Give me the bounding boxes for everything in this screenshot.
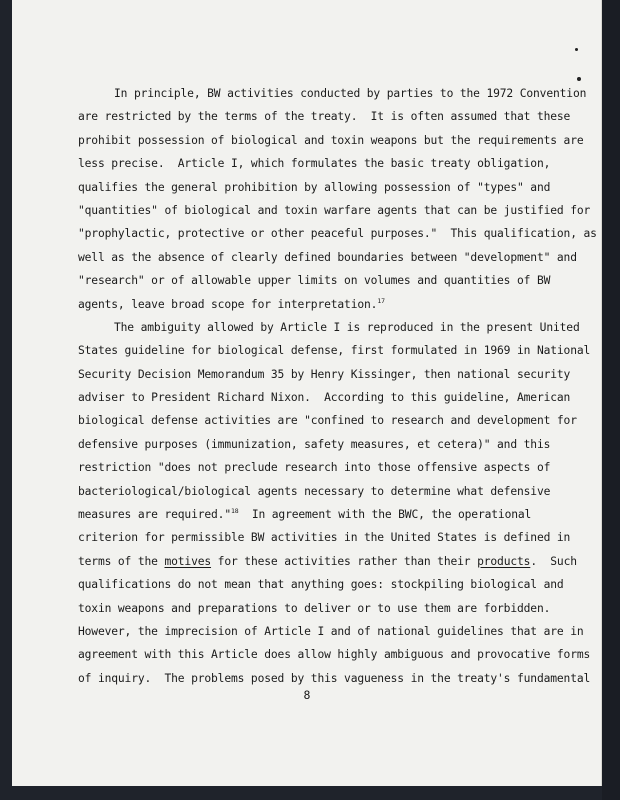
scan-edge bbox=[602, 0, 620, 800]
text-line: well as the absence of clearly defined boundaries between "development" and bbox=[78, 250, 577, 264]
text-line: However, the imprecision of Article I and of national guidelines that are in bbox=[78, 624, 584, 638]
text-line: criterion for permissible BW activities in the United States is defined in bbox=[78, 531, 571, 545]
text-line: adviser to President Richard Nixon. According to this guideline, American bbox=[78, 391, 571, 405]
text-line: less precise. Article I, which formulates the basic treaty obligation, bbox=[78, 157, 551, 171]
page-number: 8 bbox=[303, 688, 311, 702]
underlined-word: products bbox=[477, 554, 531, 568]
text-line bbox=[78, 550, 577, 573]
line-text: In agreement with the BWC, the operational bbox=[238, 508, 532, 522]
body-text bbox=[78, 82, 597, 690]
text-line: "research" or of allowable upper limits on volumes and quantities of BW bbox=[78, 274, 551, 288]
text-line: bacteriological/biological agents necessary to determine what defensive bbox=[78, 484, 551, 498]
line-text: terms of the bbox=[78, 554, 165, 568]
scan-speck bbox=[577, 77, 581, 81]
text-line: In principle, BW activities conducted by parties to the 1972 Convention bbox=[114, 87, 587, 100]
line-text: for these activities rather than their bbox=[211, 554, 478, 568]
line-text: measures are required." bbox=[78, 508, 231, 522]
text-line: qualifies the general prohibition by allowing possession of "types" and bbox=[78, 180, 551, 194]
text-line: agreement with this Article does allow highly ambiguous and provocative forms bbox=[78, 648, 591, 662]
scan-speck bbox=[575, 48, 578, 51]
text-line: prohibit possession of biological and toxin weapons but the requirements are bbox=[78, 133, 584, 147]
text-line: Security Decision Memorandum 35 by Henry Kissinger, then national security bbox=[78, 367, 571, 381]
underlined-word: motives bbox=[164, 554, 212, 568]
text-line: are restricted by the terms of the treaty. It is often assumed that these bbox=[78, 110, 571, 124]
text-line bbox=[78, 503, 548, 526]
text-line: defensive purposes (immunization, safety measures, et cetera)" and this bbox=[78, 437, 551, 451]
line-text: . Such bbox=[530, 554, 577, 568]
text-line bbox=[78, 293, 548, 316]
footnote-marker: 17 bbox=[377, 296, 385, 305]
footnote-marker: 18 bbox=[230, 507, 239, 516]
text-line: restriction "does not preclude research into those offensive aspects of bbox=[78, 461, 551, 475]
text-line: qualifications do not mean that anything goes: stockpiling biological and bbox=[78, 578, 564, 592]
text-line: "quantities" of biological and toxin warfare agents that can be justified for bbox=[78, 203, 591, 217]
text-line: The ambiguity allowed by Article I is reproduced in the present United bbox=[114, 320, 580, 334]
text-line: States guideline for biological defense, first formulated in 1969 in National bbox=[78, 344, 591, 358]
text-line: toxin weapons and preparations to deliver or to use them are forbidden. bbox=[78, 601, 551, 615]
line-text: agents, leave broad scope for interpretation. bbox=[78, 297, 378, 311]
text-line: biological defense activities are "confined to research and development for bbox=[78, 414, 577, 428]
text-line: of inquiry. The problems posed by this vagueness in the treaty's fundamental bbox=[78, 671, 591, 685]
document-page bbox=[12, 0, 602, 786]
text-line: "prophylactic, protective or other peaceful purposes." This qualification, as bbox=[78, 227, 597, 241]
